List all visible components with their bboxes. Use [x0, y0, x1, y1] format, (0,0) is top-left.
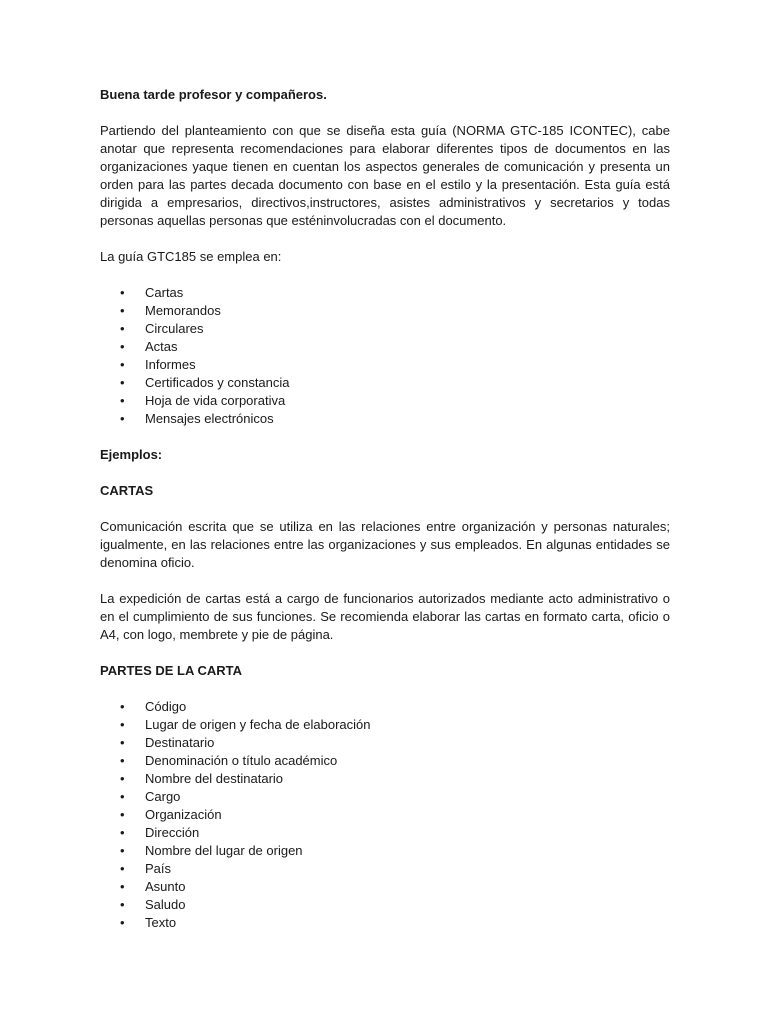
bullet-icon: • — [120, 897, 125, 912]
list-item-text: País — [145, 861, 172, 876]
list-item — [100, 716, 670, 734]
spacer — [100, 230, 670, 248]
bullet-icon: • — [120, 915, 125, 930]
list-item-text: Nombre del destinatario — [145, 771, 284, 786]
list-item — [100, 788, 670, 806]
list-item-text: Dirección — [145, 825, 200, 840]
bullet-icon: • — [120, 825, 125, 840]
list-item — [100, 896, 670, 914]
list-item — [100, 356, 670, 374]
list-item — [100, 914, 670, 932]
spacer — [100, 572, 670, 590]
cartas-paragraph-2: La expedición de cartas está a cargo de funcionarios autorizados mediante acto administrativo o en el cumplimiento de sus funciones. Se recomienda elaborar las cartas en formato carta, oficio o A4, con logo, membrete y pie de página. — [100, 591, 670, 642]
list-item-text: Código — [145, 699, 187, 714]
list-item-text: Cartas — [145, 285, 184, 300]
list-item — [100, 698, 670, 716]
bullet-icon: • — [120, 393, 125, 408]
bullet-icon: • — [120, 375, 125, 390]
bullet-icon: • — [120, 357, 125, 372]
cartas-paragraph-1: Comunicación escrita que se utiliza en las relaciones entre organización y personas naturales; igualmente, en las relaciones entre las organizaciones y sus empleados. En algunas entidades se denomina oficio. — [100, 519, 670, 570]
bullet-icon: • — [120, 303, 125, 318]
list-item-text: Lugar de origen y fecha de elaboración — [145, 717, 371, 732]
parts-heading: PARTES DE LA CARTA — [100, 663, 243, 678]
list-item-text: Asunto — [145, 879, 186, 894]
list-item-text: Saludo — [145, 897, 186, 912]
list-item-text: Denominación o título académico — [145, 753, 338, 768]
list-item — [100, 878, 670, 896]
list-item-text: Memorandos — [145, 303, 221, 318]
usage-list — [100, 284, 670, 428]
list-item — [100, 320, 670, 338]
list-item-text: Actas — [145, 339, 178, 354]
list-item — [100, 752, 670, 770]
list-item — [100, 392, 670, 410]
list-item-text: Cargo — [145, 789, 181, 804]
spacer — [100, 644, 670, 662]
list-item-text: Hoja de vida corporativa — [145, 393, 286, 408]
greeting-line: Buena tarde profesor y compañeros. — [100, 87, 327, 102]
list-item-text: Certificados y constancia — [145, 375, 290, 390]
list-item-text: Organización — [145, 807, 222, 822]
list-item — [100, 338, 670, 356]
list-item — [100, 284, 670, 302]
bullet-icon: • — [120, 807, 125, 822]
bullet-icon: • — [120, 753, 125, 768]
list-item — [100, 374, 670, 392]
spacer — [100, 680, 670, 698]
spacer — [100, 500, 670, 518]
usage-label: La guía GTC185 se emplea en: — [100, 249, 282, 264]
bullet-icon: • — [120, 789, 125, 804]
list-item-text: Texto — [145, 915, 177, 930]
examples-heading: Ejemplos: — [100, 447, 163, 462]
bullet-icon: • — [120, 735, 125, 750]
list-item-text: Nombre del lugar de origen — [145, 843, 303, 858]
list-item — [100, 770, 670, 788]
cartas-heading: CARTAS — [100, 483, 154, 498]
list-item — [100, 824, 670, 842]
list-item — [100, 410, 670, 428]
intro-paragraph: Partiendo del planteamiento con que se diseña esta guía (NORMA GTC-185 ICONTEC), cabe anotar que representa recomendaciones para elaborar diferentes tipos de documentos en las organizaciones yaque tienen en cuentan los aspectos generales de comunicación y presenta un orden para las partes decada documento con base en el estilo y la presentación. Esta guía está dirigida a empresarios, directivos,instructores, asistes administrativos y secretarios y todas personas aquellas personas que esténinvolucradas con el documento. — [100, 123, 670, 228]
list-item-text: Mensajes electrónicos — [145, 411, 274, 426]
list-item-text: Circulares — [145, 321, 204, 336]
bullet-icon: • — [120, 699, 125, 714]
list-item — [100, 806, 670, 824]
list-item-text: Destinatario — [145, 735, 215, 750]
list-item — [100, 302, 670, 320]
spacer — [100, 464, 670, 482]
bullet-icon: • — [120, 339, 125, 354]
bullet-icon: • — [120, 843, 125, 858]
list-item — [100, 842, 670, 860]
bullet-icon: • — [120, 411, 125, 426]
list-item — [100, 860, 670, 878]
list-item-text: Informes — [145, 357, 196, 372]
bullet-icon: • — [120, 321, 125, 336]
spacer — [100, 266, 670, 284]
spacer — [100, 428, 670, 446]
bullet-icon: • — [120, 861, 125, 876]
spacer — [100, 104, 670, 122]
bullet-icon: • — [120, 879, 125, 894]
bullet-icon: • — [120, 771, 125, 786]
list-item — [100, 734, 670, 752]
bullet-icon: • — [120, 717, 125, 732]
bullet-icon: • — [120, 285, 125, 300]
parts-list — [100, 698, 670, 932]
document-page — [100, 86, 670, 932]
